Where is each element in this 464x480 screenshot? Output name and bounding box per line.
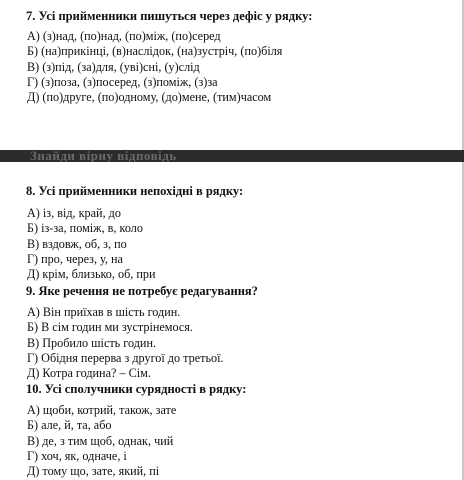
question-7-option-e: Д) (по)друге, (по)одному, (до)мене, (тим)часом (27, 90, 272, 105)
question-10-option-a: А) щоби, котрий, також, зате (27, 403, 177, 417)
question-10-option-b: Б) але, й, та, або (27, 418, 112, 433)
question-8-option-c: В) вздовж, об, з, по (27, 236, 127, 251)
question-10-options (27, 403, 176, 479)
question-7-option-b: Б) (на)прикінці, (в)наслідок, (на)зустріч, (по)біля (27, 44, 283, 59)
question-8-options (27, 206, 156, 282)
question-8-option-b: Б) із-за, поміж, в, коло (27, 221, 143, 236)
question-9-option-b: Б) В сім годин ми зустрінемося. (27, 320, 193, 335)
question-7-option-a: А) (з)над, (по)над, (по)між, (по)серед (27, 29, 221, 43)
question-9-title: 9. Яке речення не потребує редагування? (26, 284, 258, 298)
question-10-title: 10. Усі сполучники сурядності в рядку: (26, 382, 247, 396)
question-7-option-c: В) (з)під, (за)для, (уві)сні, (у)слід (27, 59, 200, 74)
question-8-title: 8. Усі прийменники непохідні в рядку: (26, 184, 244, 198)
question-7-title: 7. Усі прийменники пишуться через дефіс у рядку: (26, 9, 313, 23)
question-9-option-a: А) Він приїхав в шість годин. (27, 305, 181, 319)
question-10-option-e: Д) тому що, зате, який, пі (27, 464, 160, 479)
document-page-2 (0, 162, 464, 480)
question-8-option-a: А) із, від, край, до (27, 206, 121, 220)
question-8-option-d: Г) про, через, у, на (27, 251, 123, 266)
question-10-option-d: Г) хоч, як, одначе, і (27, 448, 127, 463)
question-7-options (27, 29, 282, 105)
separator-ghost-text: Знайди вірну відповідь (30, 150, 177, 162)
question-10-option-c: В) де, з тим щоб, однак, чий (27, 433, 174, 448)
question-7-option-d: Г) (з)поза, (з)посеред, (з)поміж, (з)за (27, 74, 218, 89)
question-9-option-d: Г) Обідня перерва з другої до третьої. (27, 350, 224, 365)
page-separator (0, 150, 464, 162)
question-8-option-e: Д) крім, близько, об, при (27, 267, 156, 282)
question-9-option-e: Д) Котра година? – Сім. (27, 366, 151, 381)
question-9-option-c: В) Пробило шість годин. (27, 335, 157, 350)
question-9-options (27, 305, 224, 381)
document-page-1 (0, 0, 464, 150)
